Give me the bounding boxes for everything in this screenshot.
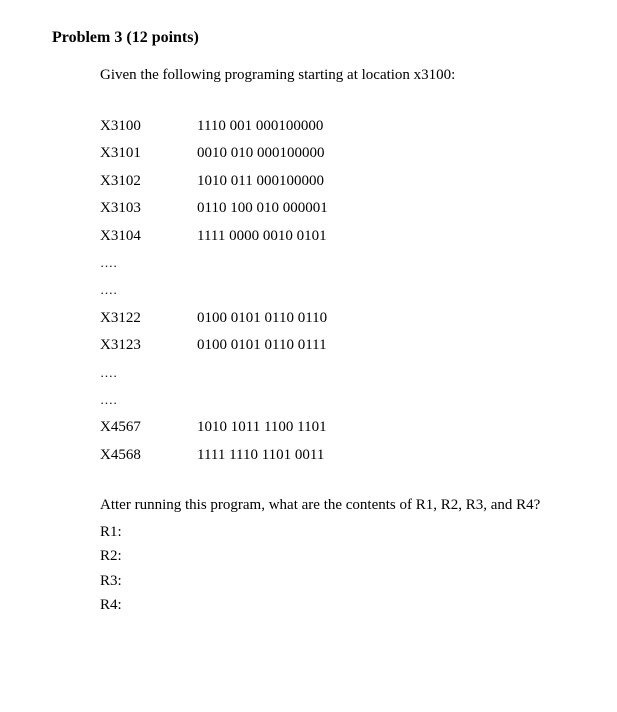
program-instruction: 1111 1110 1101 0011 bbox=[197, 446, 325, 463]
ellipsis: …. bbox=[100, 282, 118, 298]
program-row bbox=[100, 143, 540, 170]
program-row bbox=[100, 308, 540, 335]
answer-list bbox=[100, 522, 122, 619]
problem-intro: Given the following programing starting at location x3100: bbox=[100, 67, 456, 83]
program-instruction: 1111 0000 0010 0101 bbox=[197, 227, 327, 244]
program-row bbox=[100, 445, 540, 472]
program-address: X3123 bbox=[100, 337, 141, 354]
ellipsis: …. bbox=[100, 391, 118, 407]
answer-r2: R2: bbox=[100, 548, 122, 565]
answer-r4: R4: bbox=[100, 596, 122, 613]
ellipsis: …. bbox=[100, 364, 118, 380]
program-address: X4568 bbox=[100, 446, 141, 463]
program-ellipsis-row bbox=[100, 253, 540, 280]
program-row bbox=[100, 116, 540, 143]
problem-title: Problem 3 (12 points) bbox=[52, 29, 199, 46]
program-instruction: 1010 011 000100000 bbox=[197, 172, 324, 189]
program-row bbox=[100, 198, 540, 225]
program-row bbox=[100, 417, 540, 444]
program-address: X3102 bbox=[100, 172, 141, 189]
program-address: X3100 bbox=[100, 118, 141, 134]
program-address: X4567 bbox=[100, 419, 141, 436]
answer-r3: R3: bbox=[100, 572, 122, 589]
problem-question: Atter running this program, what are the contents of R1, R2, R3, and R4? bbox=[100, 497, 541, 513]
program-row bbox=[100, 171, 540, 198]
program-instruction: 1010 1011 1100 1101 bbox=[197, 419, 327, 436]
program-row bbox=[100, 226, 540, 253]
answer-r1: R1: bbox=[100, 524, 122, 540]
program-ellipsis-row bbox=[100, 280, 540, 307]
program-instruction: 0110 100 010 000001 bbox=[197, 200, 328, 217]
program-instruction: 0100 0101 0110 0111 bbox=[197, 337, 327, 354]
ellipsis: …. bbox=[100, 254, 118, 270]
program-instruction: 1110 001 000100000 bbox=[197, 118, 324, 134]
program-ellipsis-row bbox=[100, 363, 540, 390]
program-address: X3122 bbox=[100, 309, 141, 326]
program-ellipsis-row bbox=[100, 390, 540, 417]
program-row bbox=[100, 335, 540, 362]
program-listing bbox=[100, 116, 540, 472]
program-instruction: 0100 0101 0110 0110 bbox=[197, 309, 328, 326]
program-instruction: 0010 010 000100000 bbox=[197, 145, 325, 162]
program-address: X3103 bbox=[100, 200, 141, 217]
program-address: X3101 bbox=[100, 145, 141, 162]
program-address: X3104 bbox=[100, 227, 141, 244]
